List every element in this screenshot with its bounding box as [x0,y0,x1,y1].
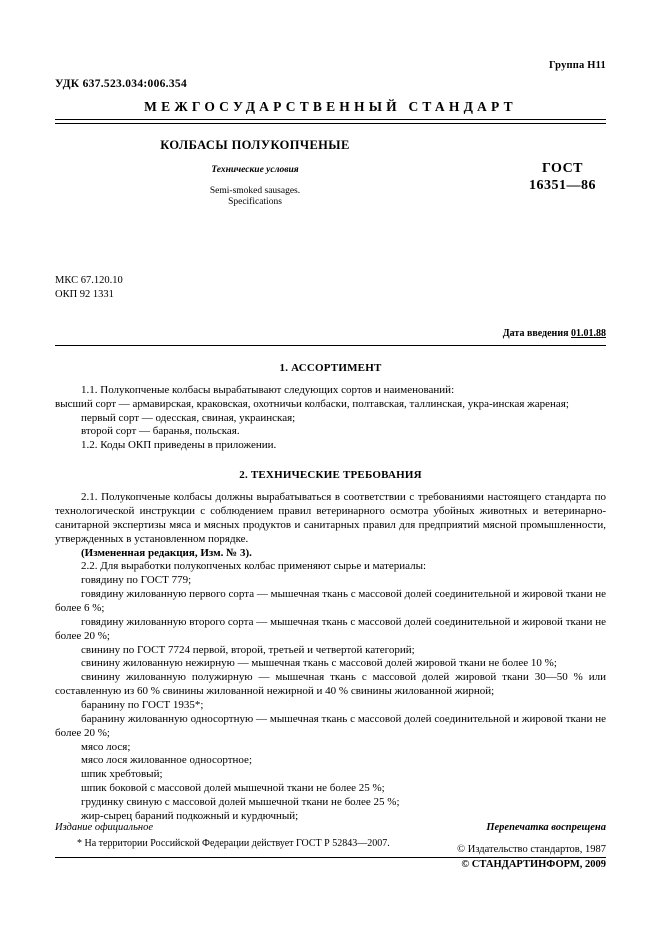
gost-designation [529,160,596,195]
section-heading-1: 1. АССОРТИМЕНТ [279,361,382,374]
standard-heading: МЕЖГОСУДАРСТВЕННЫЙ СТАНДАРТ [144,99,517,114]
effective-date-label: Дата введения [502,327,569,339]
paragraph-1-2: 1.2. Коды ОКП приведены в приложении. [81,439,277,452]
material-mutton-gost: баранину по ГОСТ 1935*; [81,699,204,712]
title-center-column [55,138,455,210]
page-footer [55,822,606,872]
material-pork-lean: свинину жилованную нежирную — мышечная ткань с массовой долей жировой ткани не более 10 %; [81,657,557,670]
heading-divider [55,119,606,124]
official-edition-label: Издание официальное [55,822,154,833]
date-divider [55,345,606,346]
gost-number: 16351—86 [529,178,596,193]
section-heading-2: 2. ТЕХНИЧЕСКИЕ ТРЕБОВАНИЯ [239,469,422,482]
mks-code: МКС 67.120.10 [55,274,123,286]
reprint-prohibited-label: Перепечатка воспрещена [486,822,606,833]
udk-code: УДК 637.523.034:006.354 [55,78,188,90]
paragraph-grade-second: второй сорт — баранья, польская. [81,425,240,438]
material-back-fat: шпик хребтовый; [81,768,163,781]
footnote: * На территории Российской Федерации действует ГОСТ Р 52843—2007. [77,837,390,849]
document-title: КОЛБАСЫ ПОЛУКОПЧЕНЫЕ [160,137,350,152]
footer-top-row [55,822,606,833]
okp-code: ОКП 92 1331 [55,288,114,300]
gost-label: ГОСТ [541,160,584,176]
paragraph-grade-first: первый сорт — одесская, свиная, украинская; [81,411,296,424]
material-side-fat: шпик боковой с массовой долей мышечной ткани не более 25 %; [81,782,385,795]
material-beef-gost: говядину по ГОСТ 779; [81,574,192,587]
effective-date-value: 01.01.88 [571,327,606,339]
document-title-en [55,186,455,210]
paragraph-2-1: 2.1. Полукопченые колбасы должны вырабатываться в соответствии с требованиями настоящего стандарта по технологической инструкции с соблюдением правил ветеринарного осмотра убойных животных и ветеринарно-санитарной экспертизы мяса и мясных продуктов и санитарных правил для предприятий мясной промышленности, утвержденных в установленном порядке. [55,491,606,545]
classification-codes [55,274,606,302]
material-elk-meat: мясо лося; [81,740,131,753]
material-mutton-raw-fat: жир-сырец бараний подкожный и курдючный; [81,809,299,822]
material-pork-brisket: грудинку свиную с массовой долей мышечной ткани не более 25 %; [81,796,400,809]
material-beef-second-grade: говядину жилованную второго сорта — мышечная ткань с массовой долей соединительной и жировой ткани не более 20 %; [55,615,606,642]
copyright-line-1: © Издательство стандартов, 1987 [457,844,606,855]
copyright-block [55,842,606,872]
effective-date [55,328,606,339]
copyright-line-2: © СТАНДАРТИНФОРМ, 2009 [461,859,606,871]
document-title-en-line1: Semi-smoked sausages. [209,185,301,196]
paragraph-grade-top: высший сорт — армавирская, краковская, охотничьи колбаски, полтавская, таллинская, укра-инская жареная; [55,397,569,410]
paragraph-2-2: 2.2. Для выработки полукопченых колбас применяют сырье и материалы: [81,560,427,573]
material-mutton-single-grade: баранину жилованную односортную — мышечная ткань с массовой долей соединительной и жировой ткани не более 20 %; [55,712,606,739]
material-pork-semifat: свинину жилованную полужирную — мышечная ткань с массовой долей жировой ткани 30—50 % или составленную из 60 % свинины жилованной нежирной и 40 % свинины жилованной жирной; [55,671,606,698]
material-elk-trimmed: мясо лося жилованное односортное; [81,754,252,767]
paragraph-1-1: 1.1. Полукопченые колбасы вырабатывают следующих сортов и наименований: [81,383,455,396]
material-beef-first-grade: говядину жилованную первого сорта — мышечная ткань с массовой долей соединительной и жировой ткани не более 6 %; [55,588,606,615]
group-label: Группа Н11 [548,60,606,71]
page-content [55,60,606,863]
document-title-en-line2: Specifications [228,197,282,208]
document-subtitle: Технические условия [211,164,299,175]
material-pork-gost: свинину по ГОСТ 7724 первой, второй, третьей и четвертой категорий; [81,643,415,656]
paragraph-revision-note: (Измененная редакция, Изм. № 3). [81,546,252,559]
title-block [55,138,606,246]
